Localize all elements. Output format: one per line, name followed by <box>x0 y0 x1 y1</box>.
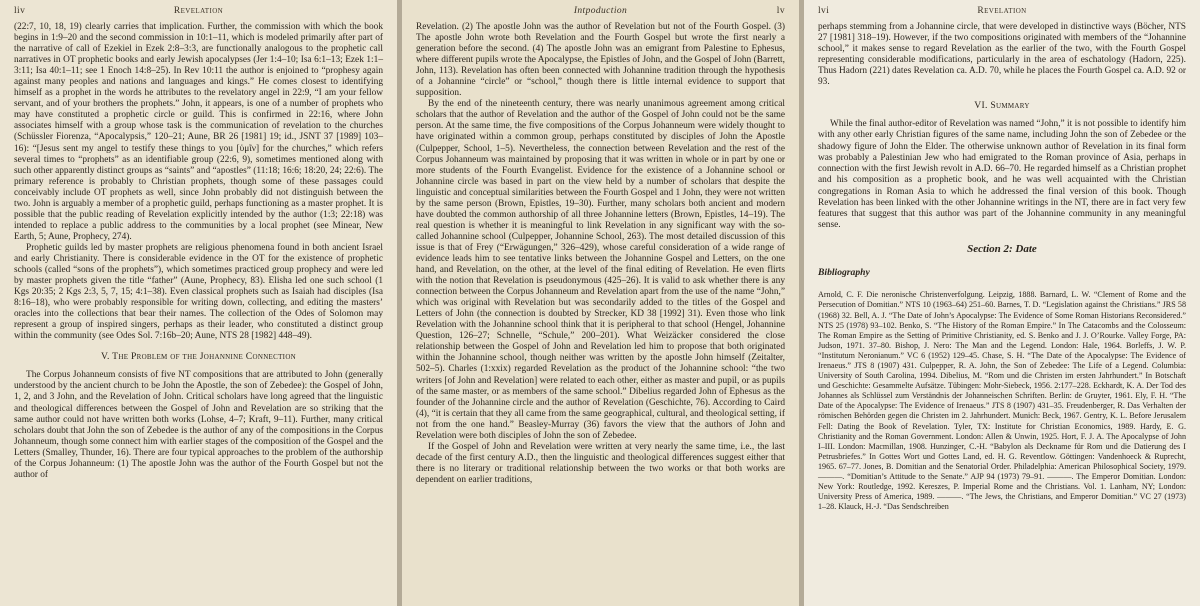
left-page <box>0 0 397 606</box>
paragraph: (22:7, 10, 18, 19) clearly carries that implication. Further, the commission with which the book begins in 1:9–20 and the second commission in 10:1–11, which is modeled primarily after part of the narrative of call of Ezekiel in Ezek 2:8–3:3, are functionally analogous to the prophetic call narratives in OT prophetic books and early Jewish apocalypses (Jer 1:4–10; Isa 6:1–13; Ezek 1:1–3:11; Isa 40:1–11; see 1 Enoch 14:8–25). In Rev 10:11 the author is enjoined to “prophesy again against many peoples and nations and languages and kings.” He comes closest to identifying himself as a prophet in the words he attributes to the revelatory angel in 22:9, “I am your fellow servant, and of your brothers the prophets.” John, it appears, is one of a number of prophets who may have constituted a prophetic circle or guild. This is confirmed in 22:16, where John associates himself with a group whose task is the communication of revelation to the churches (Schüssler Fiorenza, “Apocalypsis,” 120–21; Aune, BR 26 [1981] 19; id., JSNT 37 [1989] 103–16): “[Jesus sent my angel to testify these things to you [ὑμῖν] for the churches,” which refers several times to “prophets” as an identifiable group (22:6, 9), sometimes mentioned along with such other apparently distinct groups as “saints” and “apostles” (11:18; 16:6; 18:20, 24; 22:6). The primary reference is probably to Christian prophets, though some of these passages could conceivably include OT prophets as well, since John probably did not distinguish between the two. John is arguably a member of a prophetic guild, perhaps functioning as a master prophet. It is possible that the public reading of Revelation explicitly intended by the author (1:3; 22:18) was intended to replace a public address to the communities by a local prophet (see Minear, New Earth, 5; Aune, Prophecy, 274). <box>14 22 383 242</box>
section-2-heading: Section 2: Date <box>967 243 1037 256</box>
running-head: Revelation <box>977 6 1027 16</box>
running-head: Intpoduction <box>573 6 628 16</box>
bibliography-text: Arnold, C. F. Die neronische Christenverfolgung. Leipzig, 1888. Barnard, L. W. “Clement of Rome and the Persecution of Domitian.” NTS 10 (1963–64) 251–60. Barnes, T. D. “Legislation against the Christians.” JRS 58 (1968) 32. Bell, A. J. “The Date of John’s Apocalypse: The Evidence of Some Roman Historians Reconsidered.” NTS 25 (1978) 93–102. Benko, S. “The History of the Roman Empire.” In The Catacombs and the Colosseum: The Roman Empire as the Setting of Primitive Christianity, ed. S. Benko and J. J. O’Rourke. Valley Forge, PA: Judson, 1971. 37–80. Bishop, J. Nero: The Man and the Legend. London: Hale, 1964. Borleffs, J. W. P. “Institutum Neronianum.” VC 6 (1952) 129–45. Chase, S. H. “The Date of the Apocalypse: The Evidence of Irenaeus.” JTS 8 (1907) 431. Culpepper, R. A. John, the Son of Zebedee: The Life of a Legend. Columbia: University of South Carolina, 1994. Dibelius, M. “Rom und die Christen im ersten Jahrhundert.” In Botschaft und Geschichte: Gesammelte Aufsätze. Tübingen: Mohr-Siebeck, 1956. 2:177–228. Eckhardt, K. A. Der Tod des Johannes als Schlüssel zum Verständnis der Johanneischen Schriften. Berlin: de Gruyter, 1961. Ely, F. H. “The Date of the Apocalypse: The Evidence of Irenaeus.” JTS 8 (1907) 431–35. Freudenberger, R. Das Verhalten der römischen Behörden gegen die Christen im 2. Jahrhundert. Munich: Beck, 1967. Gentry, K. L. Before Jerusalem Fell: Dating the Book of Revelation. Tyler, TX: Institute for Christian Economics, 1989. Hardy, E. G. Christianity and the Roman Government. London: Allen & Unwin, 1925. Hort, F. J. A. The Apocalypse of John I–III. London: Macmillan, 1908. Hunzinger, C.-H. “Babylon als Deckname für Rom und die Datierung des I Petrusbriefes.” In Gottes Wort und Gottes Land, ed. H. G. Reventlow. Göttingen: Vandenhoeck & Ruprecht, 1965. 67–77. Jones, B. Domitian and the Senatorial Order. Philadelphia: American Philosophical Society, 1979. ———. “Domitian’s Attitude to the Senate.” AJP 94 (1973) 79–91. ———. The Emperor Domitian. London: New York: Routledge, 1992. Kereszes, P. Imperial Rome and the Christians. Vol. 1. Lanham, NY; London: University Press of America, 1989. ———. “The Jews, the Christians, and Emperor Domitian.” VC 27 (1973) 1–28. Klauck, H.-J. “Das Sendschreiben <box>818 290 1186 512</box>
right-page-header <box>818 6 1186 16</box>
paragraph: If the Gospel of John and Revelation were written at very nearly the same time, i.e., the last decade of the first century A.D., then the linguistic and theological differences suggest either that there is no literary or traditional relationship between the two works or that both works are dependent on earlier traditions, <box>416 441 785 485</box>
middle-page-body <box>416 22 785 486</box>
paragraph: Prophetic guilds led by master prophets are religious phenomena found in both ancient Israel and early Christianity. There is considerable evidence in the OT for the existence of prophetic schools (called “sons of the prophets”), which sometimes practiced group prophecy and were led by master prophets given the title “father” (Aune, Prophecy, 83). Elisha led one such school (1 Kgs 20:35; 2 Kgs 2:3, 5, 7, 15; 4:1–38). Even classical prophets such as Isaiah had disciples (Isa 8:16–18), who were probably responsible for writing down, collecting, and editing the masters’ oracles into the collections that bear their names. The collection of the Odes of Solomon may represent a group of inspired singers, perhaps as their leader, who constituted a distinct group within the community (see Odes Sol. 7:16b–20; Aune, NTS 28 [1982] 448–49). <box>14 242 383 342</box>
right-page-body <box>818 22 1186 512</box>
section-heading: VI. Summary <box>974 100 1030 112</box>
section-heading: V. The Problem of the Johannine Connection <box>100 351 297 363</box>
bibliography-label: Bibliography <box>818 267 870 279</box>
page-number: lv <box>776 6 785 16</box>
summary-paragraph: While the final author-editor of Revelation was named “John,” it is not possible to identify him with any other early Christian figures of the same name, including John the son of Zebedee or the shadowy figure of John the Elder. The otherwise unknown author of Revelation in its final form was probably a Palestinian Jew who had emigrated to the Roman province of Asia, perhaps in connection with the first Jewish revolt in A.D. 66–70. He regarded himself as a Christian prophet and his composition as a prophetic book, and he was well acquainted with the Christian congregations in Roman Asia to which he addressed the final version of this book. Though Revelation has been linked with the other Johannine writings in the NT, there are in fact very few features that suggest that this author was part of the Johannine community in any meaningful sense. <box>818 119 1186 231</box>
left-page-body <box>14 22 383 481</box>
paragraph: Revelation. (2) The apostle John was the author of Revelation but not of the Fourth Gospel. (3) The apostle John wrote both Revelation and the Fourth Gospel but wrote the first nearly a generation before the second. (4) The apostle John was an emigrant from Palestine to Ephesus, where different pupils wrote the Apocalypse, the Epistles of John, and the Gospel of John (Barrett, John, 113). Revelation has often been connected with Johannine tradition through the hypothesis of a Johannine “circle” or “school,” though there is little internal evidence to support that supposition. <box>416 22 785 99</box>
page-number: liv <box>14 6 26 16</box>
middle-page-header <box>416 6 785 16</box>
page-number: lvi <box>818 6 830 16</box>
middle-page <box>402 0 799 606</box>
paragraph: By the end of the nineteenth century, there was nearly unanimous agreement among critical scholars that the author of Revelation and the author of the Gospel of John could not be the same person. At the same time, the five compositions of the Corpus Johanneum were widely thought to have originated within a common group, perhaps constituted by disciples of John the Apostle (Culpepper, School, 1–5). Nevertheless, the connection between Revelation and the rest of the Corpus Johanneum was maintained by proposing that it was written in whole or in part by one or more students of the Fourth Evangelist. Evidence for the existence of a Johannine school or Johannine circle was based in part on the view held by a number of scholars that despite the linguistic and conceptual similarities between the Fourth Gospel and 1 John, they were not written by the same person (Brown, Epistles, 19–30). Further, many scholars both ancient and modern have doubted the common authorship of all three Johannine letters (Brown, Epistles, 14–19). The real question is whether it is meaningful to link Revelation in any significant way with the so-called Johannine school (Culpepper, Johannine School, 263). The most detailed discussion of this issue is that of Frey (“Erwägungen,” 326–429), whose careful consideration of a wide range of evidence leads him to see tentative links between the Johannine Gospel and Letters, on the one hand, and Revelation, on the other, at the level of the final editing of Revelation. He even flirts with the notion that Revelation is pseudonymous (425–26). It is valid to ask whether there is any connection between the Corpus Johanneum and Revelation apart from the use of the name “John,” which was original with Revelation but was secondarily added to the titles of the Gospel and Letters of John (the connection is doubted by Strecker, KD 38 [1992] 31). Even those who link Revelation with the Johannine school think that it is peripheral to that school (Hengel, Johannine Question, 126–27; Schnelle, “Schule,” 200–201). What Weizäcker considered the close relationship between the Gospel of John and Revelation led him to propose that both originated within the Johannine school, though neither was written by the apostle John himself (Zeitalter, 502–5). Charles (1:xxix) regarded Revelation as the product of the Johannine school: “the two writers [of John and Revelation] were related to each other, either as master and pupil, or as pupils of the same master, or as members of the same school.” Dibelius regarded John of Ephesus as the founder of the Johannine circle and the author of Revelation (Geschichte, 76). According to Caird (4), “it is certain that they all came from the same geographical, cultural, and theological setting, if not from the one hand.” Beasley-Murray (36) favors the view that the authors of John and Revelation were both disciples of John the son of Zebedee. <box>416 99 785 441</box>
paragraph: The Corpus Johanneum consists of five NT compositions that are attributed to John (generally understood by the ancient church to be John the Apostle, the son of Zebedee): the Gospel of John, 1, 2, and 3 John, and the Revelation of John. Critical scholars have long agreed that the linguistic and theological differences between the Gospel of John and Revelation are so striking that the same author could not have written both works (Lohse, 4–7; Kraft, 9–11). Further, many critical scholars doubt that John the son of Zebedee is the author of any of the compositions in the Corpus Johanneum, though some connect him with earlier stages of the composition of the Gospel and the Letters (Smalley, Thunder, 16). There are four typical approaches to the problem of the authorship of the Corpus Johanneum: (1) The apostle John was the author of the Fourth Gospel but not the author of <box>14 370 383 480</box>
left-page-header <box>14 6 383 16</box>
paragraph: perhaps stemming from a Johannine circle, that were developed in distinctive ways (Böcher, NTS 27 [1981] 318–19). However, if the two compositions originated with members of the “Johannine school,” it makes sense to regard Revelation as the earlier of the two, with the Fourth Gospel representing considerable modifications, particularly in the area of eschatology (Hadorn, 225). Thus Hadorn (221) dates Revelation ca. A.D. 70, while he places the Fourth Gospel ca. A.D. 92 or 93. <box>818 22 1186 88</box>
running-head: Revelation <box>173 6 224 16</box>
right-page <box>804 0 1200 606</box>
